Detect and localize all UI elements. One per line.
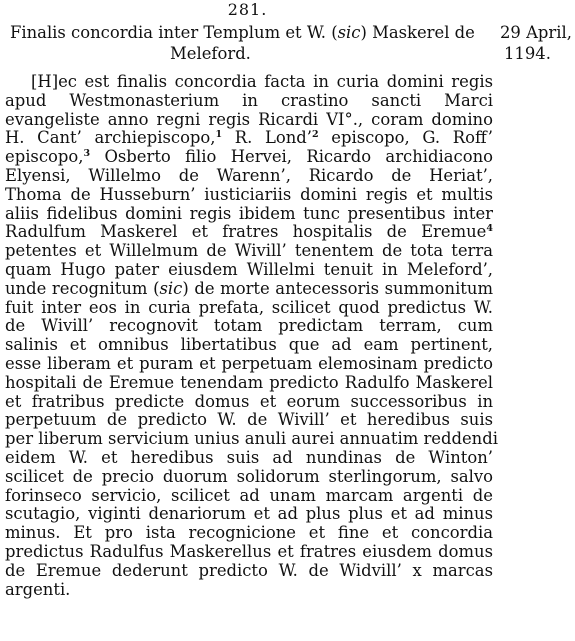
body-line: et fratribus predicte domus et eorum successoribus in [5, 391, 493, 411]
body-line: de Wivill’ recognovit totam predictam terram, cum [5, 316, 493, 336]
body-line: apud Westmonasterium in crastino sancti Marci [5, 90, 493, 110]
body-line: Elyensi, Willelmo de Warenn’, Ricardo de Heriat’, [5, 165, 493, 185]
margin-date [500, 22, 575, 64]
body-line: unde recognitum (sic) de morte antecessoris summonitum [5, 278, 493, 298]
document-heading [10, 22, 488, 64]
document-number: 281. [227, 0, 268, 19]
body-line: per liberum servicium unius anuli aurei annuatim reddendi [5, 429, 498, 449]
body-line: evangeliste anno regni regis Ricardi VI°., coram domino [5, 109, 493, 129]
body-line: fuit inter eos in curia prefata, scilicet quod predictus W. [5, 297, 493, 317]
body-line: H. Cant’ archiepiscopo,$^1$ R. Lond’$^2$ episcopo, G. Roff’ [5, 128, 494, 148]
body-line: salinis et omnibus libertatibus que ad eam pertinent, [5, 335, 493, 355]
date-line-2: 1194. [504, 44, 551, 63]
document-body [5, 72, 498, 599]
body-line: perpetuum de predicto W. de Wivill’ et heredibus suis [5, 410, 493, 430]
body-line: episcopo,$^3$ Osberto filio Hervei, Ricardo archidiacono [5, 147, 493, 167]
body-line: argenti. [5, 579, 71, 599]
body-line: aliis fidelibus domini regis ibidem tunc presentibus inter [5, 203, 493, 223]
body-line: eidem W. et heredibus suis ad nundinas de Winton’ [5, 447, 493, 467]
body-line: scilicet de precio duorum solidorum sterlingorum, salvo [5, 466, 493, 486]
body-line: Thoma de Husseburn’ iusticiariis domini regis et multis [5, 184, 493, 204]
body-line: esse liberam et puram et perpetuam elemosinam predicto [5, 353, 493, 373]
body-line: predictus Radulfus Maskerellus et fratres eiusdem domus [5, 541, 493, 561]
body-line: petentes et Willelmum de Wivill’ tenentem de tota terra [5, 241, 493, 261]
body-line: minus. Et pro ista recognicione et fine et concordia [5, 523, 493, 543]
heading-line-1: Finalis concordia inter Templum et W. (sic) Maskerel de [10, 23, 475, 42]
body-line: Radulfum Maskerel et fratres hospitalis de Eremue$^4$ [5, 222, 493, 242]
body-line: [H]ec est finalis concordia facta in curia domini regis [31, 72, 493, 91]
heading-line-2: Meleford. [170, 44, 251, 63]
body-line: de Eremue dederunt predicto W. de Widvill’ x marcas [5, 560, 493, 580]
body-line: scutagio, viginti denariorum et ad plus plus et ad minus [5, 504, 493, 524]
body-line: forinseco servicio, scilicet ad unam marcam argenti de [5, 485, 493, 505]
body-line: hospitali de Eremue tenendam predicto Radulfo Maskerel [5, 372, 493, 392]
date-line-1: 29 April, [500, 23, 572, 42]
body-line: quam Hugo pater eiusdem Willelmi tenuit in Meleford’, [5, 259, 493, 279]
